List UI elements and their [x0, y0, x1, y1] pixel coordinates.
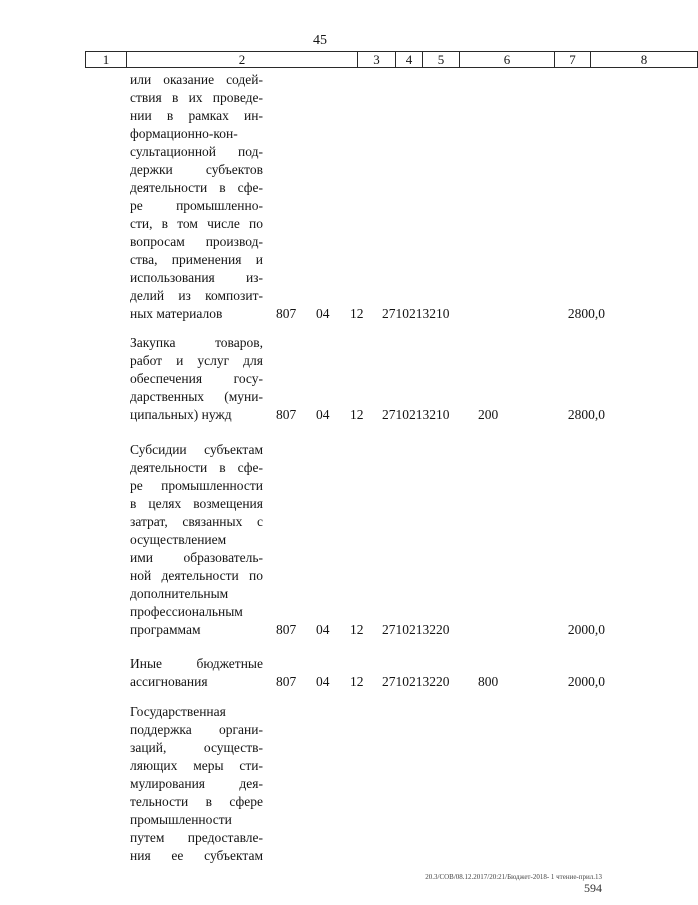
- description-line: ре промышленно-: [130, 198, 263, 213]
- description-line: ствия в их проведе-: [130, 90, 263, 105]
- description-line: ре промышленности: [130, 478, 263, 493]
- description-line: Государственная: [130, 704, 226, 719]
- cell-ministry-code: 807: [276, 407, 297, 422]
- cell-section-code: 04: [316, 407, 330, 422]
- description-line: ими образователь-: [130, 550, 263, 565]
- cell-target-article: 2710213210: [382, 407, 450, 422]
- cell-amount: 2800,0: [567, 407, 605, 422]
- cell-ministry-code: 807: [276, 622, 297, 637]
- cell-amount: 2800,0: [567, 306, 605, 321]
- description-line: дополнительным: [130, 586, 229, 601]
- description-line: путем предоставле-: [130, 830, 263, 845]
- cell-target-article: 2710213220: [382, 622, 450, 637]
- description-line: поддержка органи-: [130, 722, 263, 737]
- row-description: [130, 334, 263, 424]
- description-line: профессиональным: [130, 604, 243, 619]
- description-line: обеспечения госу-: [130, 371, 263, 386]
- header-cell-7: 7: [554, 51, 591, 68]
- description-line: программам: [130, 622, 201, 637]
- description-line: Закупка товаров,: [130, 335, 263, 350]
- description-line: ципальных) нужд: [130, 407, 232, 422]
- description-line: ассигнования: [130, 674, 208, 689]
- description-line: ных материалов: [130, 306, 223, 321]
- cell-subsection-code: 12: [350, 407, 364, 422]
- description-line: держки субъектов: [130, 162, 263, 177]
- description-line: тельности в сфере: [130, 794, 263, 809]
- description-line: делий из композит-: [130, 288, 263, 303]
- row-description: [130, 441, 263, 639]
- description-line: затрат, связанных с: [130, 514, 263, 529]
- cell-subsection-code: 12: [350, 674, 364, 689]
- description-line: ства, применения и: [130, 252, 263, 267]
- cell-target-article: 2710213220: [382, 674, 450, 689]
- cell-subsection-code: 12: [350, 622, 364, 637]
- cell-ministry-code: 807: [276, 306, 297, 321]
- description-line: ния ее субъектам: [130, 848, 263, 863]
- row-description: [130, 703, 263, 865]
- header-cell-5: 5: [422, 51, 460, 68]
- description-line: осуществлением: [130, 532, 227, 547]
- description-line: заций, осуществ-: [130, 740, 263, 755]
- cell-section-code: 04: [316, 674, 330, 689]
- description-line: вопросам производ-: [130, 234, 263, 249]
- description-line: использования из-: [130, 270, 263, 285]
- row-description: [130, 71, 263, 323]
- cell-ministry-code: 807: [276, 674, 297, 689]
- document-stamp: 20.3/СОВ/08.12.2017/20:21/Бюджет-2018- 1 чтение-прил.13: [425, 873, 602, 881]
- header-cell-2: 2: [126, 51, 358, 68]
- page-number: 45: [313, 33, 327, 48]
- description-line: Иные бюджетные: [130, 656, 263, 671]
- cell-expense-type: 800: [478, 674, 499, 689]
- description-line: Субсидии субъектам: [130, 442, 263, 457]
- cell-expense-type: 200: [478, 407, 499, 422]
- description-line: в целях возмещения: [130, 496, 263, 511]
- header-cell-3: 3: [357, 51, 396, 68]
- description-line: ной деятельности по: [130, 568, 263, 583]
- description-line: работ и услуг для: [130, 353, 263, 368]
- row-description: [130, 655, 263, 691]
- cell-amount: 2000,0: [567, 622, 605, 637]
- description-line: или оказание содей-: [130, 72, 263, 87]
- header-cell-6: 6: [459, 51, 555, 68]
- header-cell-4: 4: [395, 51, 423, 68]
- description-line: мулирования дея-: [130, 776, 263, 791]
- cell-amount: 2000,0: [567, 674, 605, 689]
- description-line: сультационной под-: [130, 144, 263, 159]
- description-line: нии в рамках ин-: [130, 108, 263, 123]
- description-line: деятельности в сфе-: [130, 180, 263, 195]
- description-line: формационно-кон-: [130, 126, 238, 141]
- cell-section-code: 04: [316, 306, 330, 321]
- description-line: сти, в том числе по: [130, 216, 263, 231]
- description-line: дарственных (муни-: [130, 389, 263, 404]
- cell-subsection-code: 12: [350, 306, 364, 321]
- description-line: ляющих меры сти-: [130, 758, 263, 773]
- sheet-number: 594: [584, 881, 602, 895]
- header-cell-1: 1: [85, 51, 127, 68]
- description-line: деятельности в сфе-: [130, 460, 263, 475]
- header-cell-8: 8: [590, 51, 698, 68]
- description-line: промышленности: [130, 812, 232, 827]
- cell-target-article: 2710213210: [382, 306, 450, 321]
- cell-section-code: 04: [316, 622, 330, 637]
